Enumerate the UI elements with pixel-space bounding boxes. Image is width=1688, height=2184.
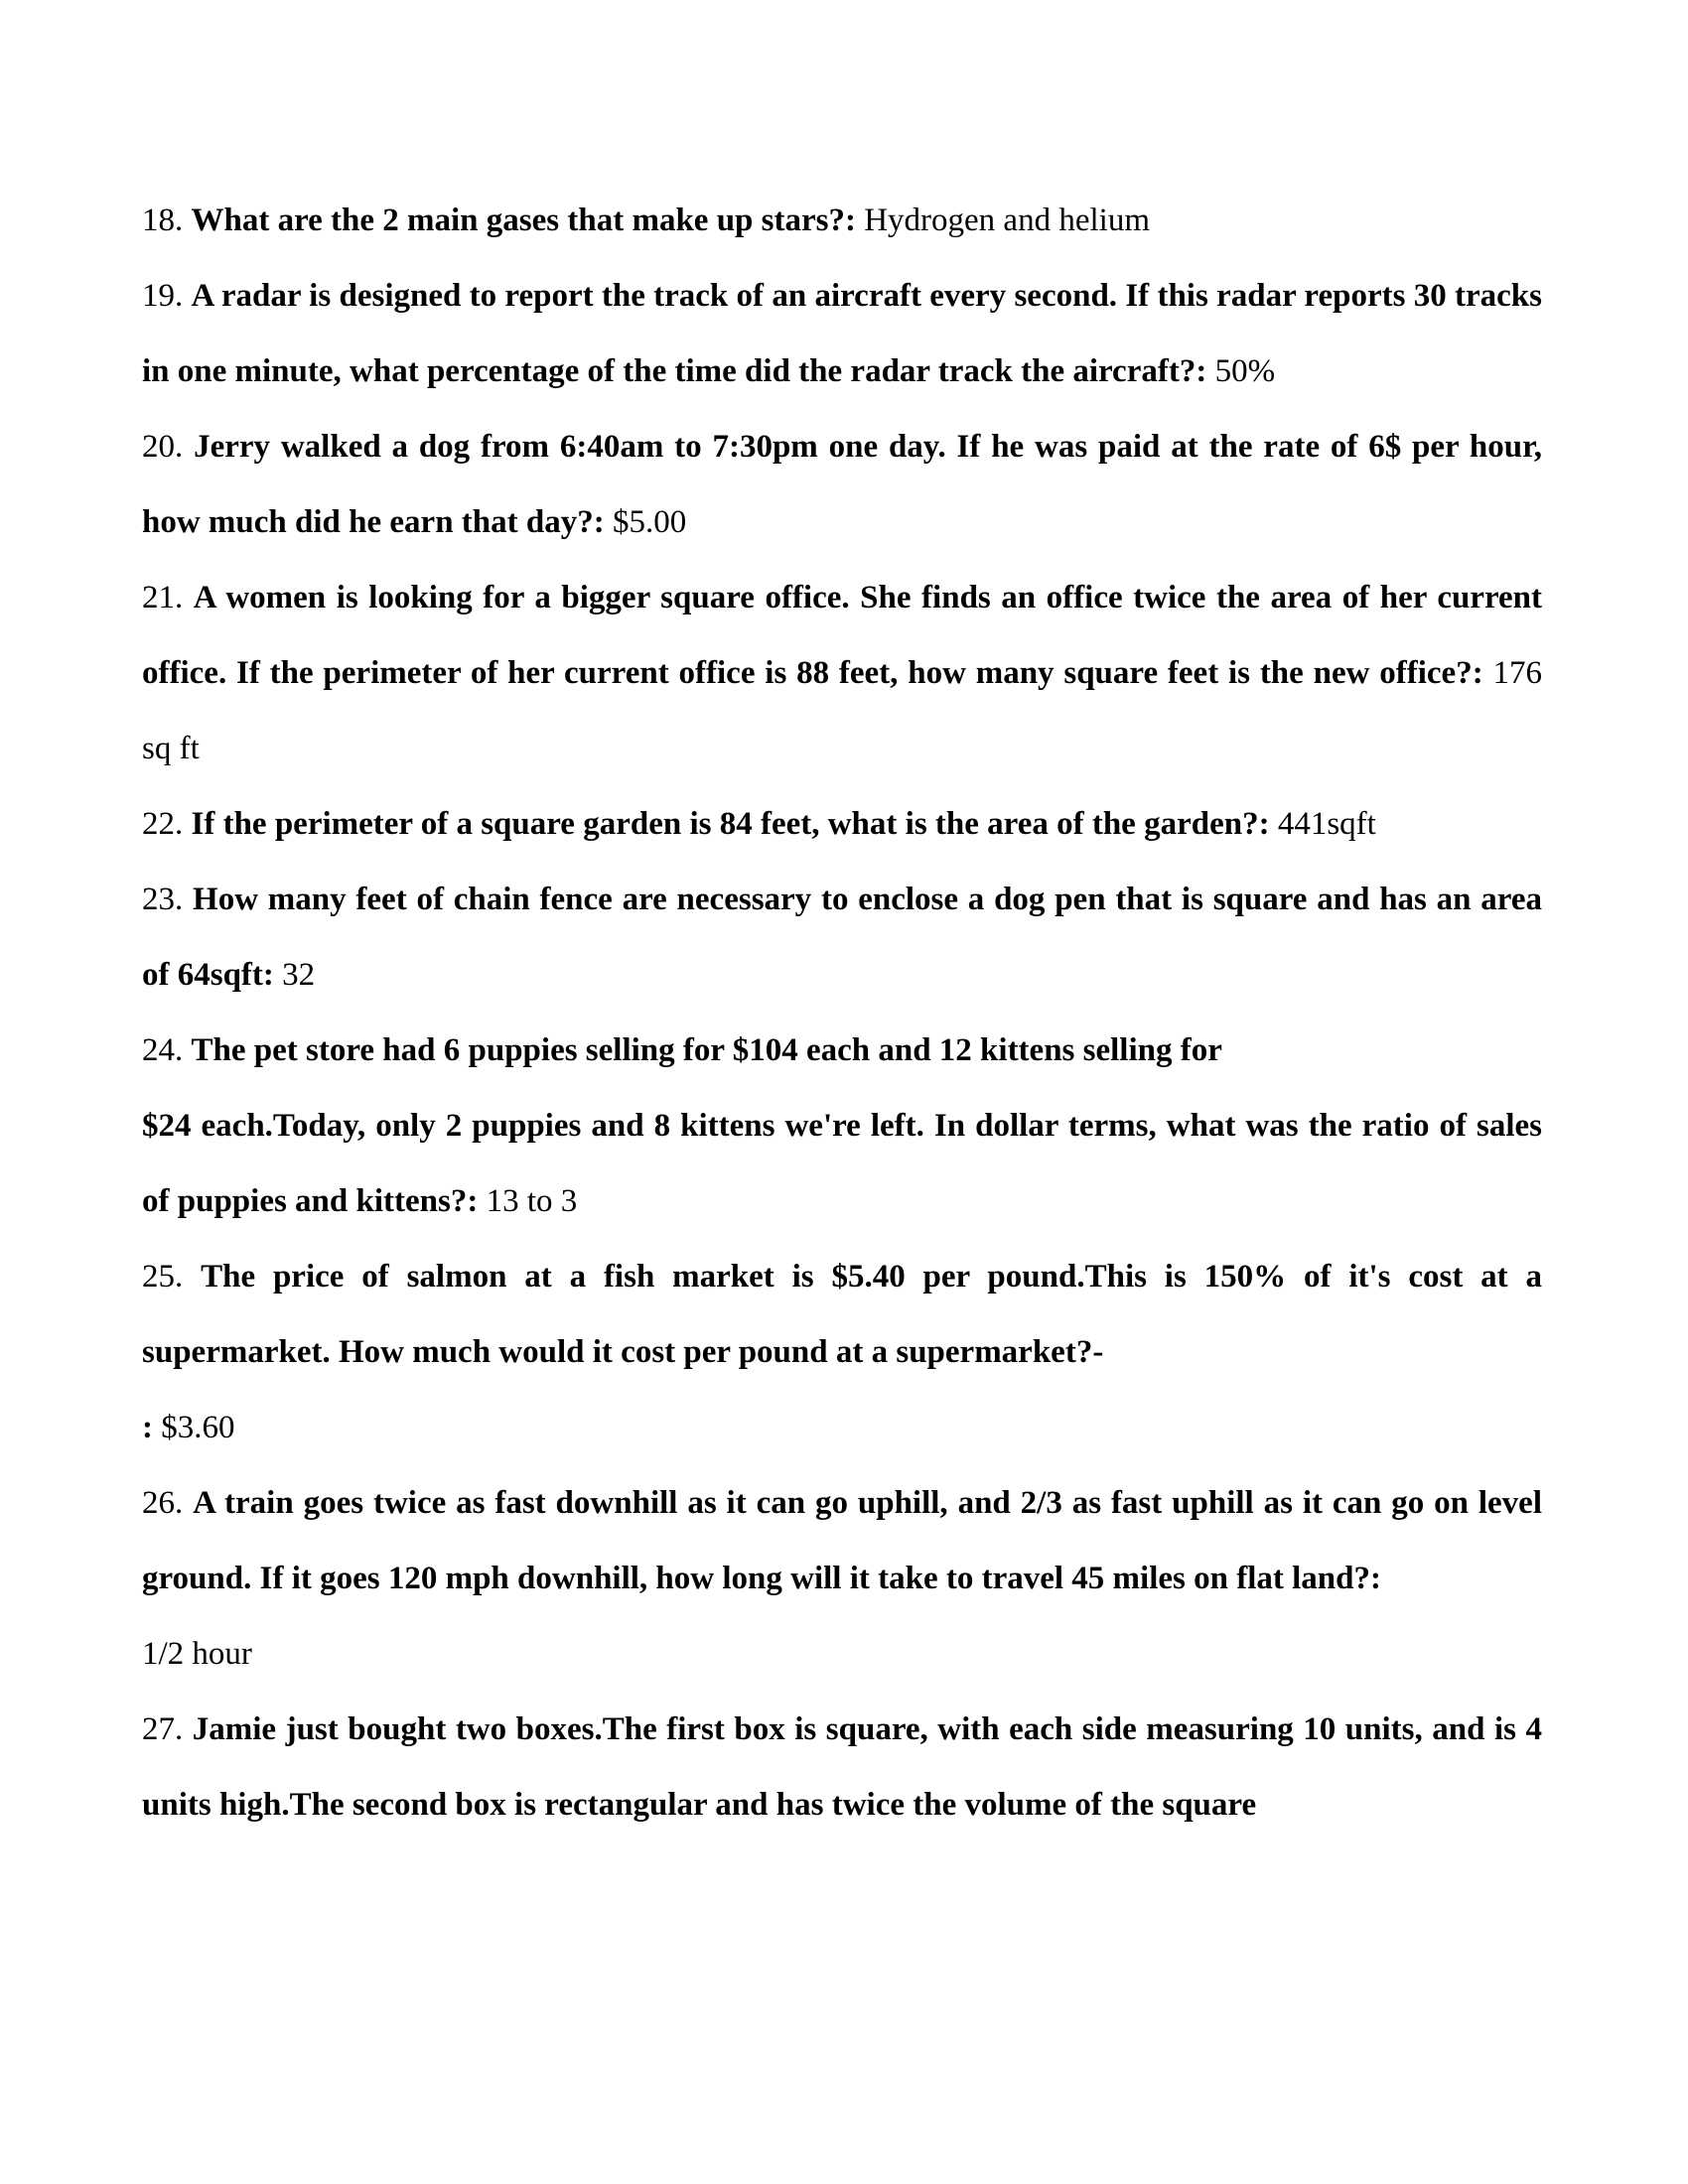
qa-item: [142, 1692, 1542, 1843]
answer-text: 32: [282, 957, 316, 993]
qa-item: [142, 258, 1542, 409]
question-text: The price of salmon at a fish market is $5.40 per pound.This is 150% of it's cost at a supermarket. How much would it cost per pound at a supermarket?-: [142, 1259, 1542, 1370]
qa-item: [142, 409, 1542, 560]
qa-list: [142, 183, 1542, 1843]
question-text: $24 each.Today, only 2 puppies and 8 kittens we're left. In dollar terms, what was the ratio of sales of puppies and kittens?:: [142, 1108, 1542, 1219]
question-text: Jerry walked a dog from 6:40am to 7:30pm one day. If he was paid at the rate of 6$ per hour, how much did he earn that day?:: [142, 429, 1543, 540]
item-number: 23.: [142, 882, 184, 917]
question-text: A women is looking for a bigger square office. She finds an office twice the area of her current office. If the perimeter of her current office is 88 feet, how many square feet is the new office?:: [142, 580, 1543, 691]
answer-text: 1/2 hour: [142, 1636, 252, 1672]
qa-item: [142, 786, 1542, 862]
qa-item: [142, 1465, 1542, 1692]
item-number: 19.: [142, 278, 184, 314]
answer-text: $3.60: [161, 1410, 235, 1445]
question-text: If the perimeter of a square garden is 84 feet, what is the area of the garden?:: [191, 806, 1270, 842]
qa-item: [142, 1013, 1542, 1239]
qa-item: [142, 183, 1542, 258]
item-number: 21.: [142, 580, 184, 615]
answer-text: Hydrogen and helium: [864, 203, 1150, 238]
question-text: :: [142, 1410, 153, 1445]
question-text: What are the 2 main gases that make up stars?:: [191, 203, 856, 238]
item-number: 20.: [142, 429, 184, 465]
answer-text: 50%: [1214, 353, 1276, 389]
answer-text: $5.00: [612, 504, 687, 540]
answer-text: 13 to 3: [486, 1183, 578, 1219]
answer-text: 176 sq ft: [142, 655, 1542, 766]
item-number: 18.: [142, 203, 184, 238]
item-number: 24.: [142, 1032, 184, 1068]
question-text: How many feet of chain fence are necessary to enclose a dog pen that is square and has an area of 64sqft:: [142, 882, 1542, 993]
question-text: Jamie just bought two boxes.The first box is square, with each side measuring 10 units, and is 4 units high.The second box is rectangular and has twice the volume of the square: [142, 1711, 1543, 1823]
item-number: 25.: [142, 1259, 184, 1295]
answer-text: 441sqft: [1277, 806, 1376, 842]
question-text: A train goes twice as fast downhill as it can go uphill, and 2/3 as fast uphill as it can go on level ground. If it goes 120 mph downhill, how long will it take to travel 45 miles on flat land?:: [142, 1485, 1543, 1596]
qa-item: [142, 862, 1542, 1013]
qa-item: [142, 1239, 1542, 1465]
item-number: 27.: [142, 1711, 184, 1747]
item-number: 26.: [142, 1485, 184, 1521]
item-number: 22.: [142, 806, 184, 842]
question-text: A radar is designed to report the track of an aircraft every second. If this radar reports 30 tracks in one minute, what percentage of the time did the radar track the aircraft?:: [142, 278, 1543, 389]
qa-item: [142, 560, 1542, 786]
question-text: The pet store had 6 puppies selling for $104 each and 12 kittens selling for: [191, 1032, 1222, 1068]
